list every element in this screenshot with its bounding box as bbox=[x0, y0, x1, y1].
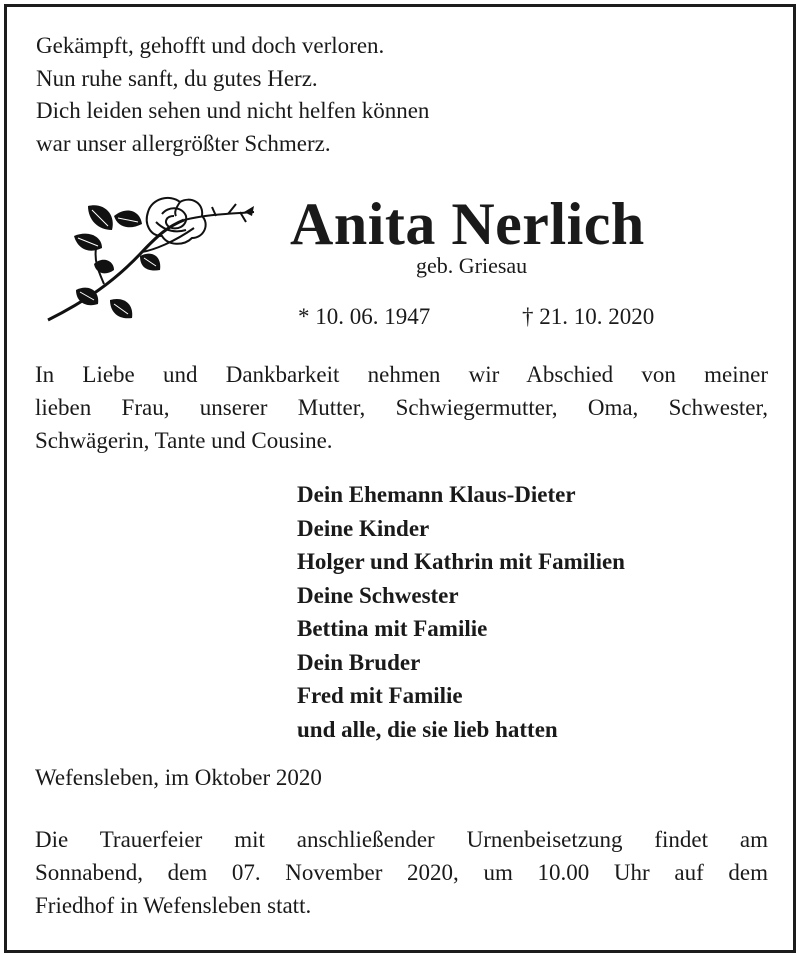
mourner-line: Bettina mit Familie bbox=[297, 616, 488, 641]
service-line: Friedhof in Wefensleben statt. bbox=[35, 893, 312, 918]
poem-line: war unser allergrößter Schmerz. bbox=[36, 130, 331, 156]
farewell-line: lieben Frau, unserer Mutter, Schwiegermutter, Oma, Schwester, bbox=[35, 395, 768, 420]
service-line: Die Trauerfeier mit anschließender Urnenbeisetzung findet am bbox=[35, 827, 768, 852]
poem-line: Dich leiden sehen und nicht helfen können bbox=[36, 98, 430, 123]
mourner-line: Dein Bruder bbox=[297, 649, 421, 675]
mourners-list bbox=[297, 478, 625, 746]
farewell-line: Schwägerin, Tante und Cousine. bbox=[35, 428, 333, 453]
poem-line: Nun ruhe sanft, du gutes Herz. bbox=[36, 65, 318, 91]
mourner-line: Fred mit Familie bbox=[297, 683, 463, 708]
death-date: † 21. 10. 2020 bbox=[522, 304, 655, 329]
farewell-text bbox=[35, 358, 768, 457]
place-date: Wefensleben, im Oktober 2020 bbox=[35, 765, 322, 790]
deceased-name: Anita Nerlich bbox=[290, 191, 645, 257]
mourner-line: und alle, die sie lieb hatten bbox=[297, 716, 558, 742]
mourner-line: Dein Ehemann Klaus-Dieter bbox=[297, 482, 576, 507]
poem bbox=[36, 30, 429, 160]
mourner-line: Deine Schwester bbox=[297, 582, 459, 608]
farewell-line: In Liebe und Dankbarkeit nehmen wir Abschied von meiner bbox=[35, 362, 768, 387]
service-info bbox=[35, 823, 768, 922]
mourner-line: Holger und Kathrin mit Familien bbox=[297, 549, 625, 574]
birth-date: * 10. 06. 1947 bbox=[298, 304, 431, 329]
mourner-line: Deine Kinder bbox=[297, 515, 430, 541]
service-line: Sonnabend, dem 07. November 2020, um 10.00 Uhr auf dem bbox=[35, 860, 768, 885]
maiden-name: geb. Griesau bbox=[416, 253, 528, 278]
poem-line: Gekämpft, gehofft und doch verloren. bbox=[36, 33, 385, 58]
rose-icon bbox=[44, 192, 258, 328]
